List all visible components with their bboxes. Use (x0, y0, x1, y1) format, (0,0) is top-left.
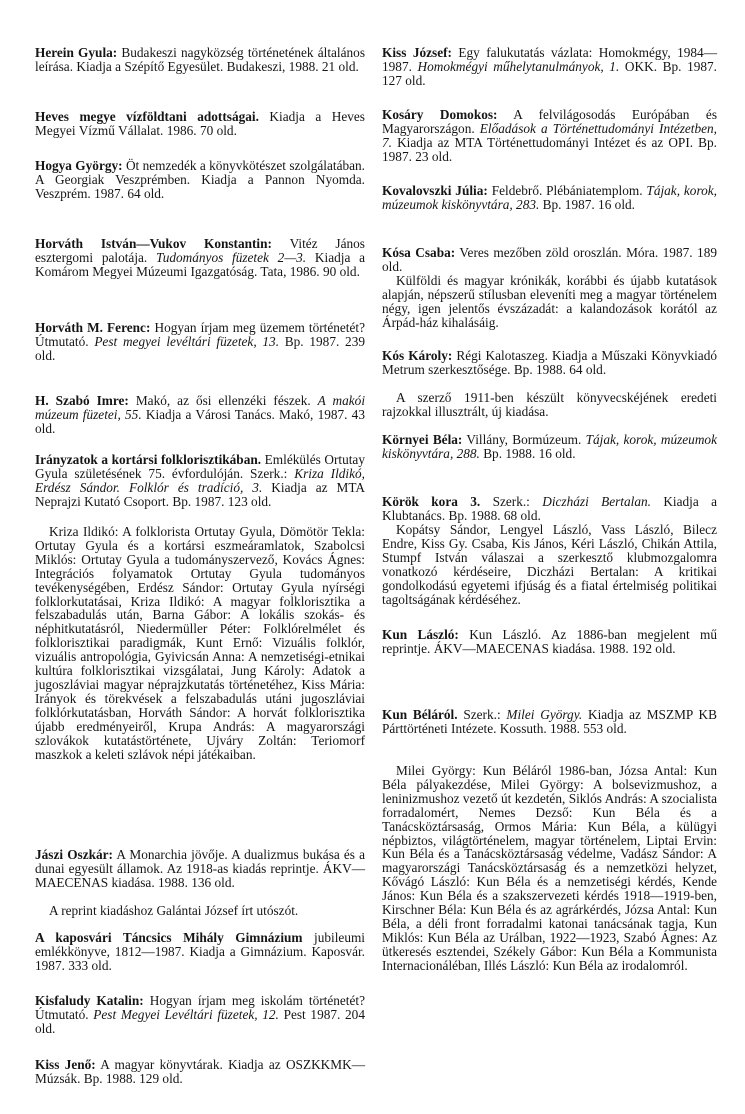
entry-publication: Bp. 1987. 239 old. (35, 333, 365, 363)
entry-text: A reprint kiadáshoz Galántai József írt utószót. (49, 903, 299, 918)
entry-text: Szerk.: (463, 707, 501, 722)
entry-text: Veres mezőben zöld oroszlán. Móra. 1987. 189 old. (382, 245, 717, 274)
bibliography-entry-korok (382, 495, 717, 523)
entry-author: A kaposvári Táncsics Mihály Gimnázium (35, 930, 303, 945)
bibliography-entry-kiss-jozsef (382, 46, 717, 88)
bibliography-entry-kun-belarol (382, 708, 717, 736)
bibliography-entry-heves (35, 110, 365, 138)
bibliography-entry-kosary (382, 108, 717, 164)
entry-text: jubileumi emlékkönyve, 1812—1987. Kiadja a Gimnázium. Kaposvár. 1987. 333 old. (35, 930, 365, 973)
entry-author: Irányzatok a kortársi folklorisztikában. (35, 452, 262, 467)
bibliography-entry-kosa-note (382, 274, 717, 330)
bibliography-entry-kos-note (382, 391, 717, 419)
entry-series: Diczházi Bertalan. (542, 494, 651, 509)
bibliography-entry-jaszi (35, 848, 365, 890)
entry-text: Régi Kalotaszeg. Kiadja a Műszaki Könyvkiadó Metrum szerkesztősége. Bp. 1988. 64 old. (382, 348, 718, 377)
bibliography-entry-kisfaludy (35, 994, 365, 1036)
bibliography-entry-kosa (382, 246, 717, 274)
entry-author: Kisfaludy Katalin: (35, 993, 144, 1008)
bibliography-entry-kovalovszki (382, 184, 717, 212)
bibliography-entry-kun-laszlo (382, 628, 717, 656)
bibliography-entry-iranyzatok (35, 453, 365, 509)
entry-author: Körök kora 3. (382, 494, 481, 509)
bibliography-entry-kos-karoly (382, 349, 717, 377)
entry-author: Kovalovszki Júlia: (382, 183, 488, 198)
entry-publication: Kiadja az MTA Történettudományi Intézet és az OPI. Bp. 1987. 23 old. (382, 134, 717, 164)
entry-text: A felvilágosodás Európában és Magyarországon. (382, 107, 717, 136)
entry-series: Pest Megyei Levéltári füzetek, 12. (93, 1006, 279, 1022)
entry-text: Milei György: Kun Béláról 1986-ban, Józsa Antal: Kun Béla pályakezdése, Milei György: A bolsevizmushoz, a leninizmushoz vezető út kezdetén, Siklós András: A szocialista forradalomért, Nemes Dezső: Kun Béla és a Tanácsköztársaság, Ormos Mária: Kun Béla, a külügyi népbiztos, világtörténelem, magyar történelem, Liptai Ervin: Kun Béla és a Tanácsköztársaság védelme, Vadász Sándor: A magyarországi Tanácsköztársaság és a nemzetközi helyzet, Kővágó László: Kun Béla és a nemzetiségi kérdés, Kende János: Kun Béla és a szakszervezeti kérdés 1918—1919-ben, Kirschner Béla: Kun Béla és az agrárkérdés, Józsa Antal: Kun Béla, a déli front forradalmi katonai tanácsának tagja, Kun Miklós: Kun Béla az Urálban, 1922—1923, Szabó Ágnes: Az ütkeresés esztendei, Székely Gábor: Kun Béla a Kommunista Internacionáléban, Illés László: Kun Béla az irodalomról. (382, 763, 717, 973)
entry-author: Heves megye vízföldtani adottságai. (35, 109, 259, 124)
entry-text: Öt nemzedék a könyvkötészet szolgálatában. A Georgiak Veszprémben. Kiadja a Pannon Nyomda. Veszprém. 1987. 64 old. (35, 158, 366, 201)
entry-text: Budakeszi nagyközség történetének általános leírása. Kiadja a Szépítő Egyesület. Budakeszi, 1988. 21 old. (35, 45, 365, 74)
bibliography-entry-horvath-ferenc (35, 321, 365, 363)
entry-series: A makói múzeum füzetei, 55. (35, 393, 366, 422)
entry-author: Kosáry Domokos: (382, 107, 498, 122)
entry-publication: Bp. 1987. 16 old. (542, 196, 635, 212)
entry-text: Kopátsy Sándor, Lengyel László, Vass László, Bilecz Endre, Kiss Gy. Csaba, Kis János, Kéri László, Chikán Attila, Stumpf István válaszai a szerkesztő klubmozgalomra vonatkozó kérdéseire, Diczházi Bertalan: A kritikai gondolkodású egyetemi ifjúság és a fiatal értelmiség politikai tagoltságának kérdéséhez. (382, 522, 717, 607)
bibliography-entry-kriza (35, 525, 365, 761)
bibliography-entry-kiss-jeno (35, 1058, 365, 1086)
entry-text: Emlékülés Ortutay Gyula születésének 75. évfordulóján. Szerk.: (35, 452, 365, 481)
bibliography-entry-horvath-istvan (35, 237, 365, 279)
entry-author: Herein Gyula: (35, 45, 118, 60)
entry-series: Előadások a Történettudományi Intézetben, 7. (382, 120, 717, 150)
entry-author: Kiss József: (382, 45, 452, 60)
entry-text: Villány, Bormúzeum. (466, 432, 582, 447)
bibliography-entry-herein (35, 46, 365, 74)
entry-text: Egy falukutatás vázlata: Homokmégy, 1984—1987. (382, 45, 717, 74)
entry-author: Horváth M. Ferenc: (35, 320, 151, 335)
entry-publication: OKK. Bp. 1987. 127 old. (382, 58, 717, 88)
bibliography-entry-kornyei (382, 433, 717, 461)
entry-series: Homokmégyi műhelytanulmányok, 1. (417, 58, 620, 74)
entry-text: Kriza Ildikó: A folklorista Ortutay Gyula, Dömötör Tekla: Ortutay Gyula és a kortársi eszmeáramlatok, Szabolcsi Miklós: Ortutay Gyula a tudományszervező, Kovács Ágnes: Integrációs folyamatok Ortutay Gyula tudományos tevékenységében, Erdész Sándor: Ortutay Gyula nyírségi folklorkutatásai, Kriza Ildikó: A magyar folklorisztika a felszabadulás után, Barna Gábor: A lokális szokás- és néphitkutatásról, Niedermüller Péter: Folklórelmélet és folklorisztikai paradigmák, Kunt Ernő: Vizuális folklór, vizuális antropológia, Gyivicsán Anna: A nemzetiségi-etnikai kultúra folklorisztikai vizsgálatai, Jung Károly: Adatok a jugoszláviai magyar néprajzkutatás történetéhez, Kiss Mária: Irányok és törekvések a felszabadulás utáni jugoszláviai folklórkutatásban, Horváth Sándor: A horvát folklorisztika újabb eredményeiről, Krupa András: A magyarországi szlovákok kutatástörténete, Ujváry Zoltán: Teriomorf maszkok a keleti szlávok népi játékaiban. (35, 524, 365, 762)
entry-text: Külföldi és magyar krónikák, korábbi és újabb kutatások alapján, népszerű stílusban eleveníti meg a magyar történelem négy, igen jelentős évszázadát: a kalandozások korától az Árpád-ház kihalásáig. (382, 273, 717, 330)
entry-publication: Pest 1987. 204 old. (35, 1006, 365, 1036)
bibliography-entry-milei (382, 764, 717, 973)
entry-author: Hogya György: (35, 158, 123, 173)
entry-author: Kiss Jenő: (35, 1057, 96, 1072)
entry-author: Környei Béla: (382, 432, 463, 447)
entry-series: Tájak, korok, múzeumok kiskönyvtára, 288. (382, 432, 717, 461)
entry-publication: Kiadja az MSZMP KB Párttörténeti Intézete. Kossuth. 1988. 553 old. (382, 707, 718, 736)
entry-series: Milei György. (506, 707, 583, 722)
entry-series: Tájak, korok, múzeumok kiskönyvtára, 283. (382, 183, 718, 212)
entry-text: A Monarchia jövője. A dualizmus bukása és a dunai egyesült államok. Az 1918-as kiadás reprintje. ÁKV—MAECENAS kiadása. 1988. 136 old. (35, 847, 366, 890)
entry-text: Feldebrő. Plébániatemplom. (491, 183, 643, 198)
entry-text: Szerk.: (492, 494, 530, 509)
entry-author: Jászi Oszkár: (35, 847, 113, 862)
entry-text: A szerző 1911-ben készült könyvecskéjének eredeti rajzokkal illusztrált, új kiadása. (382, 390, 717, 419)
entry-text: Hogyan írjam meg üzemem történetét? Útmutató. (35, 320, 366, 349)
entry-publication: Kiadja a Klubtanács. Bp. 1988. 68 old. (382, 494, 718, 523)
entry-text: Kun László. Az 1886-ban megjelent mű reprintje. ÁKV—MAECENAS kiadása. 1988. 192 old. (382, 627, 718, 656)
entry-author: Horváth István—Vukov Konstantin: (35, 236, 272, 251)
entry-publication: Kiadja a Városi Tanács. Makó, 1987. 43 old. (35, 406, 365, 436)
entry-author: Kós Károly: (382, 348, 453, 363)
entry-author: Kun Béláról. (382, 707, 458, 722)
bibliography-entry-szabo (35, 394, 365, 436)
entry-text: Makó, az ősi ellenzéki fészek. (135, 393, 311, 408)
entry-text: Hogyan írjam meg iskolám történetét? Útmutató. (35, 993, 365, 1022)
entry-text: Kiadja a Heves Megyei Vízmű Vállalat. 1986. 70 old. (35, 109, 365, 138)
entry-series: Tudományos füzetek 2—3. (156, 249, 307, 265)
entry-author: H. Szabó Imre: (35, 393, 129, 408)
entry-publication: Bp. 1988. 16 old. (483, 445, 576, 461)
entry-publication: Kiadja az MTA Neprajzi Kutató Csoport. Bp. 1987. 123 old. (35, 479, 366, 509)
entry-publication: Kiadja a Komárom Megyei Múzeumi Igazgatóság. Tata, 1986. 90 old. (35, 249, 366, 279)
entry-text: Vitéz János esztergomi palotája. (35, 236, 365, 265)
entry-series: Kriza Ildikó, Erdész Sándor. Folklór és tradíció, 3. (35, 465, 365, 495)
entry-author: Kósa Csaba: (382, 245, 456, 260)
bibliography-entry-hogya (35, 159, 365, 201)
bibliography-entry-jaszi-note (35, 904, 365, 918)
entry-text: A magyar könyvtárak. Kiadja az OSZKKMK—Múzsák. Bp. 1988. 129 old. (35, 1057, 366, 1086)
bibliography-entry-korok-note (382, 523, 717, 606)
entry-series: Pest megyei levéltári füzetek, 13. (94, 333, 280, 349)
entry-author: Kun László: (382, 627, 459, 642)
bibliography-entry-kaposvari (35, 931, 365, 973)
